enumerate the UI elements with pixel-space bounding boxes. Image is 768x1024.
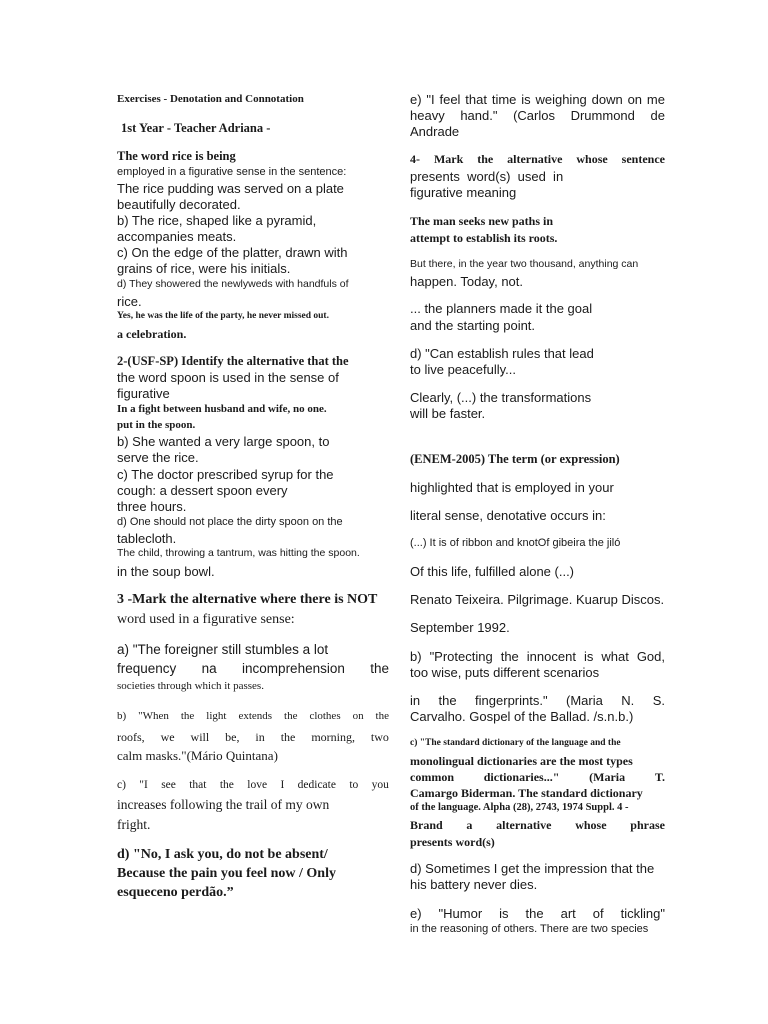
q4-option-a-line2: attempt to establish its roots. [410, 231, 558, 245]
q1-option-d-line1: d) They showered the newlyweds with handfuls of [117, 278, 349, 290]
q1-option-a-line1: The rice pudding was served on a plate [117, 181, 344, 196]
word: "I [426, 92, 435, 107]
q2-option-d-line1: d) One should not place the dirty spoon on the [117, 516, 343, 528]
q3-option-d-line1: d) "No, I ask you, do not be absent/ [117, 847, 328, 862]
q5-option-b-line2: too wise, puts different scenarios [410, 665, 600, 680]
word: we [160, 730, 175, 744]
word: is [521, 92, 531, 107]
q5-option-a-line4: September 1992. [410, 620, 510, 635]
q4-option-c-line1: ... the planners made it the goal [410, 301, 593, 316]
word: T. [654, 770, 665, 784]
q3-option-c-line1 [117, 779, 389, 791]
q5-option-b-line1 [410, 649, 665, 664]
q2-option-c-line2: cough: a dessert spoon every [117, 483, 288, 498]
word: b) [410, 649, 422, 664]
word: heavy [410, 108, 445, 123]
q3-option-b-line1 [117, 710, 389, 722]
q2-stem-line2: the word spoon is used in the sense of [117, 370, 339, 385]
word: roofs, [117, 730, 145, 744]
q4-option-a-line1: The man seeks new paths in [410, 214, 554, 228]
q4-stem [410, 152, 665, 167]
word: that [465, 92, 487, 107]
word: on [627, 92, 643, 107]
q4-option-e-line2: will be faster. [410, 406, 486, 421]
word: the [219, 779, 234, 791]
word: dictionaries..." [483, 770, 560, 784]
q5-option-c-line3 [410, 770, 665, 785]
word: feel [439, 92, 461, 107]
word: Mark [433, 152, 464, 166]
word: what [601, 649, 629, 664]
q1-option-c-line1: c) On the edge of the platter, drawn with [117, 245, 348, 260]
word: e) [410, 92, 422, 107]
q1-stem: The word rice is being [117, 149, 236, 163]
q2-option-e-line1: The child, throwing a tantrum, was hitting the spoon. [117, 547, 360, 559]
q4-option-d-line2: to live peacefully... [410, 362, 516, 377]
word: be, [225, 730, 240, 744]
word: in [255, 730, 265, 744]
word: dedicate [297, 779, 336, 791]
q1-option-e-line2: a celebration. [117, 327, 187, 341]
word: alternative [507, 152, 563, 166]
q5-option-c-line7: presents word(s) [410, 835, 495, 849]
q4-option-b-line2: happen. Today, not. [410, 274, 524, 289]
q5-option-b-line4: Carvalho. Gospel of the Ballad. /s.n.b.) [410, 709, 634, 724]
q1-option-a-line2: beautifully decorated. [117, 197, 241, 212]
word: (Maria [566, 693, 603, 708]
q2-option-c-line3: three hours. [117, 499, 187, 514]
q2-option-a-line2: put in the spoon. [117, 419, 196, 431]
q3-option-d-line3: esqueceno perdão.” [117, 885, 234, 900]
word: sentence [621, 152, 665, 166]
word: Brand [410, 818, 443, 832]
word: tickling" [620, 906, 665, 921]
word: "Humor [438, 906, 483, 921]
word: phrase [630, 818, 665, 832]
word: me [646, 92, 665, 107]
q3-stem: 3 -Mark the alternative where there is NOT [117, 592, 378, 607]
q2-option-b-line2: serve the rice. [117, 450, 199, 465]
word: will [190, 730, 210, 744]
word: art [560, 906, 576, 921]
word: na [201, 661, 217, 676]
q1-option-d-line2: rice. [117, 294, 142, 309]
word: the [280, 730, 296, 744]
q5-option-d-line2: his battery never dies. [410, 877, 538, 892]
word: hand." [460, 108, 498, 123]
word: that [189, 779, 207, 791]
document-subtitle: 1st Year - Teacher Adriana - [121, 121, 271, 135]
word: God, [636, 649, 665, 664]
q2-option-b-line1: b) She wanted a very large spoon, to [117, 434, 330, 449]
word: of [592, 906, 604, 921]
q1-option-c-line2: grains of rice, were his initials. [117, 261, 291, 276]
q3-stem-line2: word used in a figurative sense: [117, 612, 295, 627]
word: is [583, 649, 594, 664]
q5-option-a-line2: Of this life, fulfilled alone (...) [410, 564, 575, 579]
word: de [650, 108, 665, 123]
word: time [491, 92, 517, 107]
q3-option-c-line3: fright. [117, 817, 151, 832]
q3-option-a-line2 [117, 661, 389, 676]
q5-option-c-line1: c) "The standard dictionary of the language and the [410, 738, 621, 748]
word: morning, [311, 730, 355, 744]
word: innocent [526, 649, 576, 664]
word: whose [576, 152, 608, 166]
word: common [410, 770, 454, 784]
word: Drummond [570, 108, 635, 123]
word: fingerprints." [475, 693, 548, 708]
q5-option-a-line3: Renato Teixeira. Pilgrimage. Kuarup Discos. [410, 592, 665, 607]
q5-option-e-line2: in the reasoning of others. There are two species [410, 923, 649, 935]
word: the [477, 152, 494, 166]
word: the [375, 710, 389, 722]
word: is [499, 906, 509, 921]
q4-option-e-line1: Clearly, (...) the transformations [410, 390, 592, 405]
word: light [206, 710, 227, 722]
q4-option-c-line2: and the starting point. [410, 318, 536, 333]
q2-option-d-line2: tablecloth. [117, 531, 177, 546]
word: 4- [410, 152, 420, 166]
word: "When [138, 710, 169, 722]
word: "I [139, 779, 148, 791]
word: the [284, 710, 298, 722]
q3-option-a-line1: a) "The foreigner still stumbles a lot [117, 642, 329, 657]
q5-stem-line3: literal sense, denotative occurs in: [410, 508, 606, 523]
q4-option-b-line1: But there, in the year two thousand, anything can [410, 258, 639, 270]
q5-option-d-line1: d) Sometimes I get the impression that the [410, 861, 655, 876]
word: incomprehension [242, 661, 345, 676]
q5-option-b-line3 [410, 693, 665, 708]
word: S. [652, 693, 665, 708]
word: the [438, 693, 457, 708]
word: (Carlos [513, 108, 555, 123]
q5-option-c-line4: Camargo Biderman. The standard dictionary [410, 786, 643, 800]
q4-stem-line3: figurative meaning [410, 185, 517, 200]
word: the [370, 661, 389, 676]
q1-option-b-line2: accompanies meats. [117, 229, 237, 244]
word: alternative [496, 818, 552, 832]
q1-stem-line2: employed in a figurative sense in the sentence: [117, 166, 347, 178]
q2-option-e-line2: in the soup bowl. [117, 564, 215, 579]
word: love [247, 779, 268, 791]
q3-option-b-line3: calm masks."(Mário Quintana) [117, 748, 278, 763]
word: weighing [535, 92, 587, 107]
word: extends [238, 710, 273, 722]
word: frequency [117, 661, 177, 676]
q5-option-c-line2: monolingual dictionaries are the most types [410, 754, 633, 768]
q5-option-a-line1: (...) It is of ribbon and knotOf gibeira the jiló [410, 537, 621, 549]
word: on [352, 710, 364, 722]
q1-option-b-line1: b) The rice, shaped like a pyramid, [117, 213, 317, 228]
q4-option-d-line1: d) "Can establish rules that lead [410, 346, 594, 361]
word: clothes [309, 710, 341, 722]
q5-option-e-line1 [410, 906, 665, 921]
q2-option-c-line1: c) The doctor prescribed syrup for the [117, 467, 334, 482]
q3-option-e-line3: Andrade [410, 124, 460, 139]
word: the [180, 710, 195, 722]
word: "Protecting [429, 649, 493, 664]
word: in [410, 693, 421, 708]
q3-option-e-line1 [410, 92, 665, 107]
q2-stem-line3: figurative [117, 386, 170, 401]
word: b) [117, 710, 127, 722]
word: (Maria [589, 770, 626, 784]
q5-stem: (ENEM-2005) The term (or expression) [410, 452, 620, 466]
word: to [349, 779, 359, 791]
q2-option-a-line1: In a fight between husband and wife, no one. [117, 403, 327, 415]
word: the [500, 649, 519, 664]
word: a [466, 818, 473, 832]
q2-stem: 2-(USF-SP) Identify the alternative that the [117, 354, 349, 368]
q3-option-b-line2 [117, 730, 389, 745]
q5-option-c-line6 [410, 818, 665, 833]
word: I [280, 779, 285, 791]
word: down [591, 92, 623, 107]
word: two [370, 730, 389, 744]
word: whose [575, 818, 607, 832]
word: c) [117, 779, 126, 791]
q3-option-c-line2: increases following the trail of my own [117, 797, 330, 812]
word: the [525, 906, 544, 921]
word: N. [621, 693, 635, 708]
q5-stem-line2: highlighted that is employed in your [410, 480, 614, 495]
q4-stem-line2: presents word(s) used in [410, 169, 564, 184]
q3-option-d-line2: Because the pain you feel now / Only [117, 866, 336, 881]
q3-option-a-line3: societies through which it passes. [117, 680, 264, 692]
word: e) [410, 906, 422, 921]
q1-option-e-line1: Yes, he was the life of the party, he never missed out. [117, 311, 329, 321]
word: you [371, 779, 389, 791]
q5-option-c-line5: of the language. Alpha (28), 2743, 1974 Suppl. 4 - [410, 802, 629, 813]
document-title: Exercises - Denotation and Connotation [117, 93, 304, 105]
word: see [161, 779, 176, 791]
q3-option-e-line2 [410, 108, 665, 123]
